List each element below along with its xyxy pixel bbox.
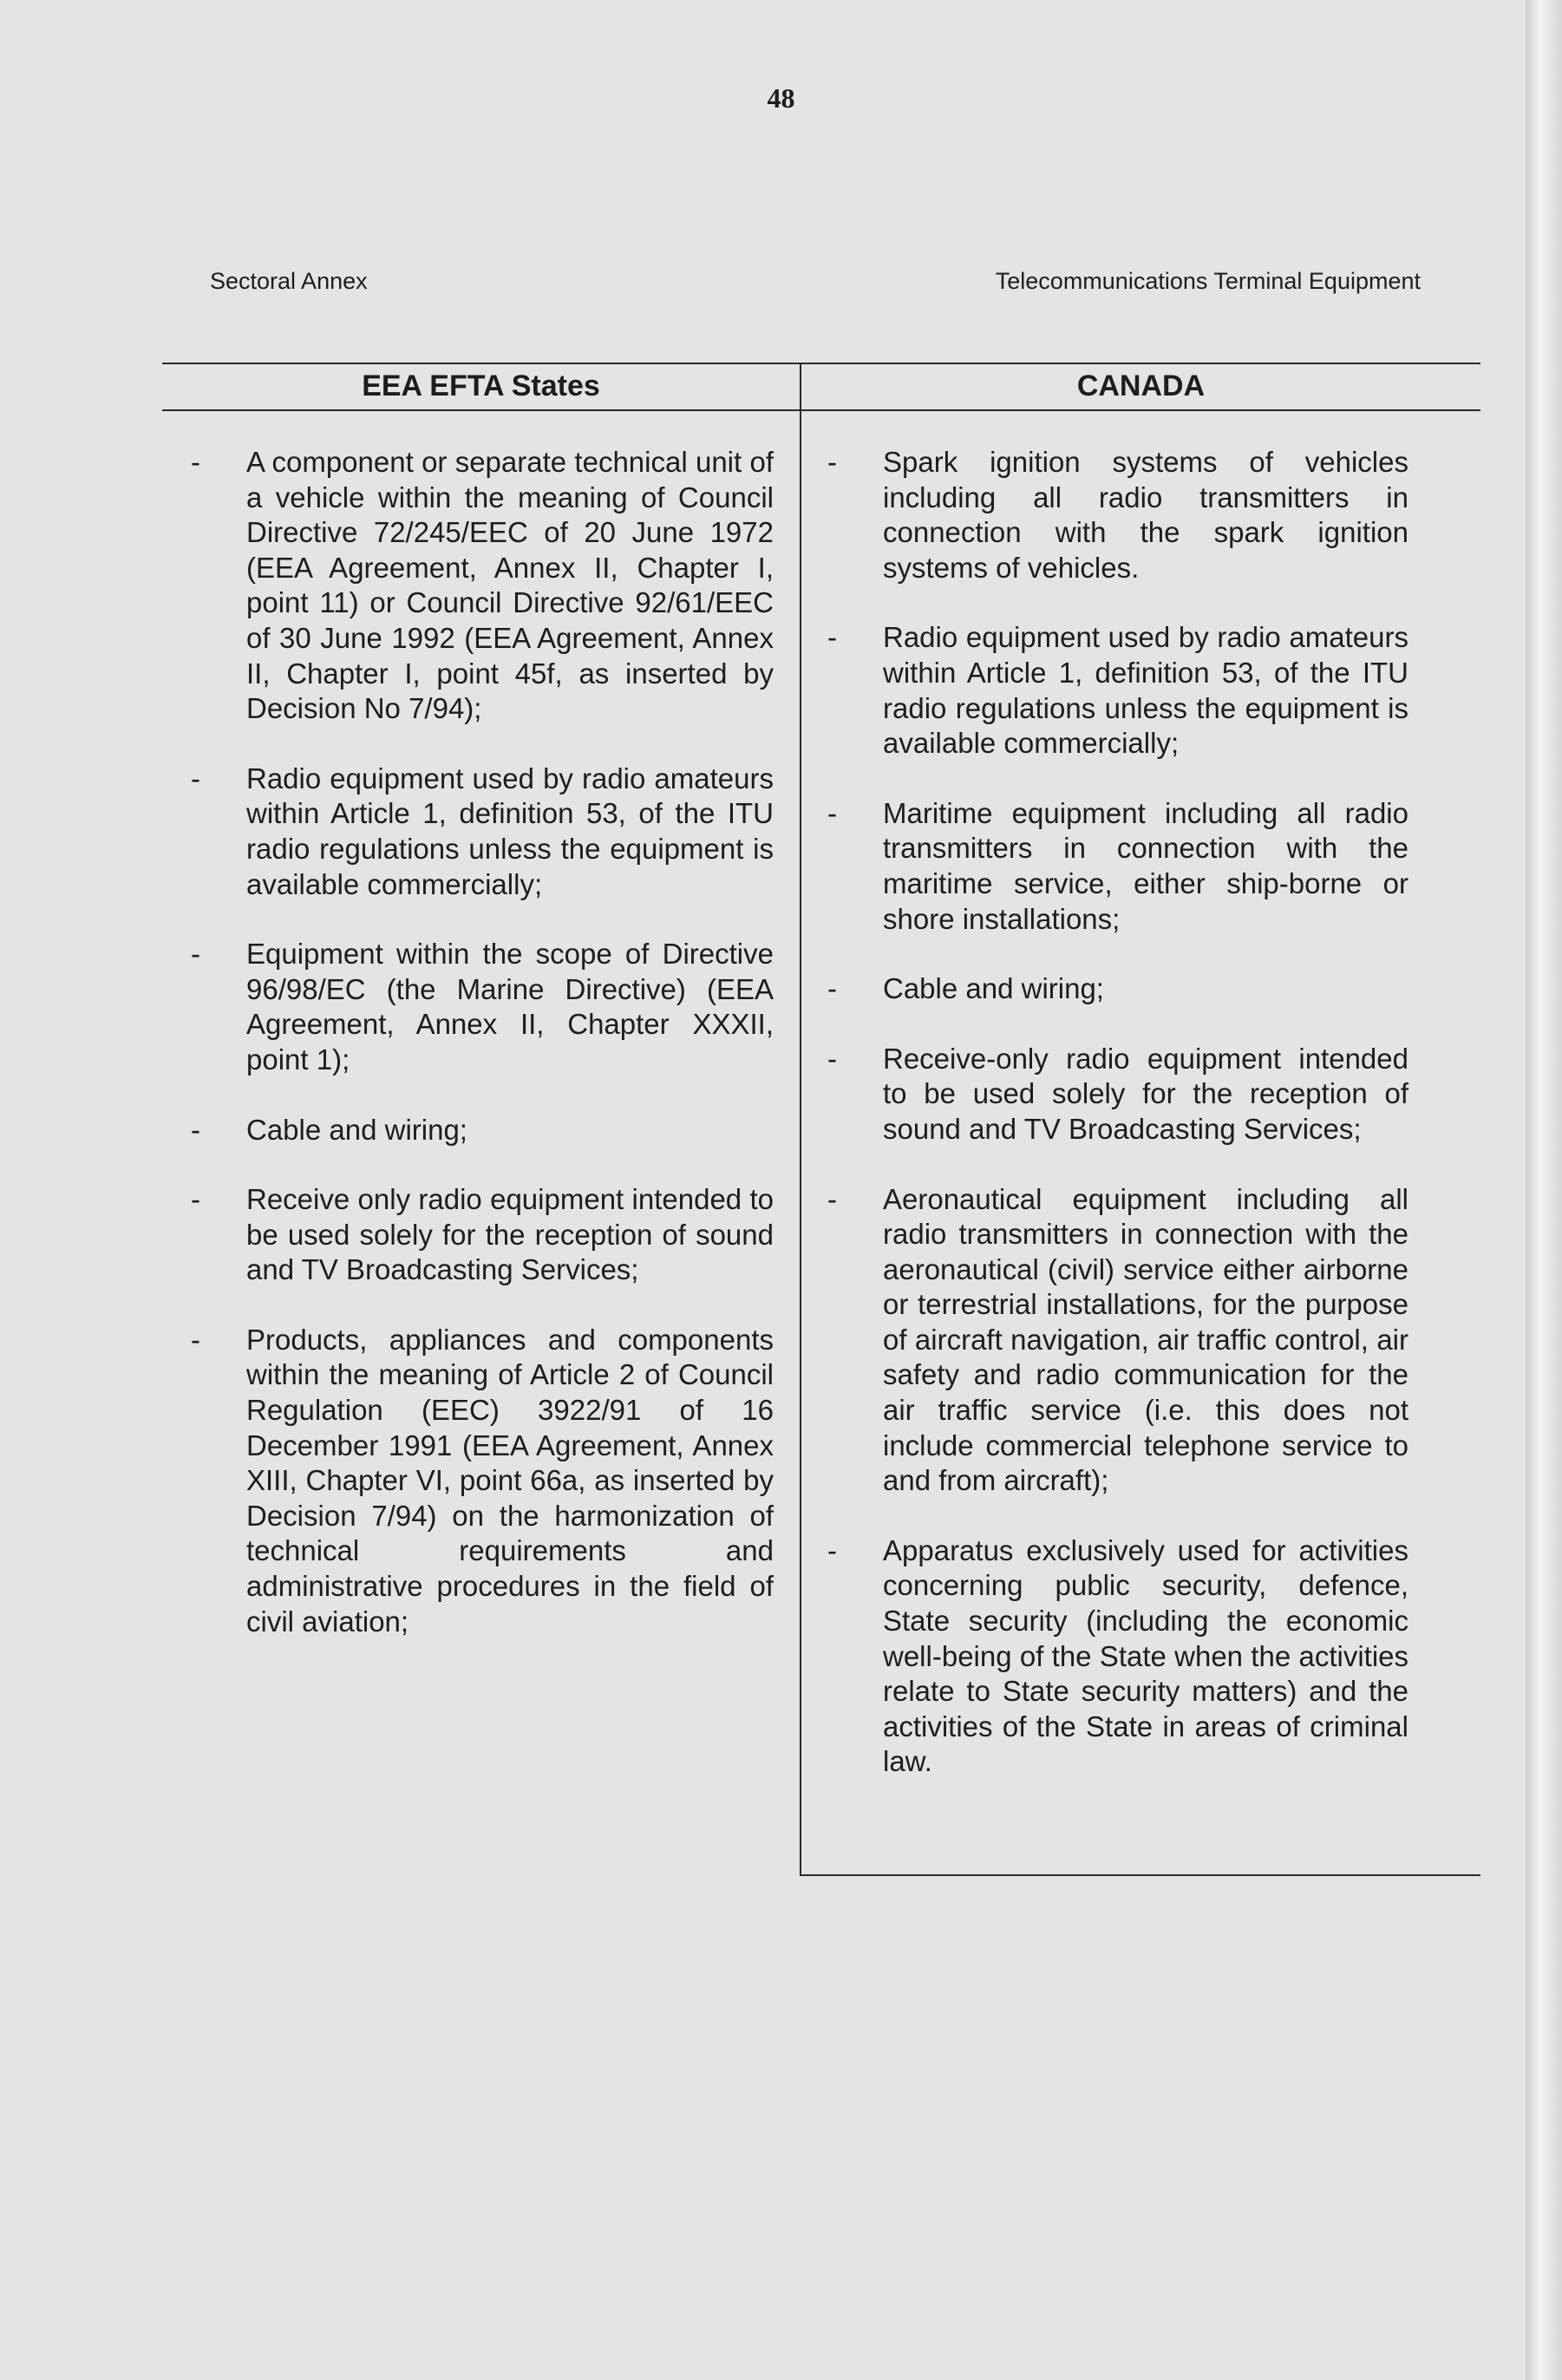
list-item-text: Radio equipment used by radio amateurs within Article 1, definition 53, of the ITU radio regulations unless the equipment is available commercially; [246,762,774,900]
bullet-dash: - [191,1323,200,1356]
list-item [827,796,1408,937]
bullet-dash: - [827,1533,837,1566]
table-top-rule [162,363,1480,364]
page-number: 48 [767,82,795,114]
list-item [827,1042,1408,1148]
list-item [191,445,774,727]
column-divider [800,363,801,1876]
bullet-dash: - [191,938,200,971]
bullet-dash: - [827,972,837,1005]
running-header-right: Telecommunications Terminal Equipment [995,268,1421,294]
list-item-text: Apparatus exclusively used for activities concerning public security, defence, State security (including the economic well-being of the State when the activities relate to State security matters) and the activities of the State in areas of criminal law. [883,1533,1408,1778]
list-item-text: Radio equipment used by radio amateurs within Article 1, definition 53, of the ITU radio regulations unless the equipment is available commercially; [883,621,1408,760]
page-edge [1526,0,1562,2380]
list-item-text: Products, appliances and components within the meaning of Article 2 of Council Regulation (EEC) 3922/91 of 16 December 1991 (EEA Agreement, Annex XIII, Chapter VI, point 66a, as inserted by Decision 7/94) on the harmonization of technical requirements and administrative procedures in the field of civil aviation; [246,1323,774,1638]
column-heading-eea-efta: EEA EFTA States [362,369,600,402]
list-item-text: Aeronautical equipment including all radio transmitters in connection with the aeronautical (civil) service either airborne or terrestrial installations, for the purpose of aircraft navigation, air traffic control, air safety and radio communication for the air traffic service (i.e. this does not include commercial telephone service to and from aircraft); [883,1182,1408,1497]
column-heading-canada: CANADA [1076,369,1206,402]
list-item-text: Cable and wiring; [883,972,1104,1005]
list-item-text: Maritime equipment including all radio transmitters in connection with the maritime service, either ship-borne or shore installations; [883,796,1408,935]
table-bottom-rule [800,1874,1480,1876]
list-item [191,1113,774,1148]
list-item [191,937,774,1077]
list-item-text: Receive only radio equipment intended to be used solely for the reception of sound and TV Broadcasting Services; [246,1183,774,1286]
bullet-dash: - [827,621,837,654]
list-item [827,445,1408,585]
bullet-dash: - [191,446,200,478]
list-item [191,1182,774,1288]
table-header-rule [162,409,1480,411]
list-item [191,1323,774,1639]
list-item [191,762,774,902]
annex-table [162,363,1480,1876]
list-item-text: Cable and wiring; [246,1113,467,1146]
canada-list [827,445,1408,1814]
bullet-dash: - [827,1182,837,1215]
list-item-text: Spark ignition systems of vehicles including all radio transmitters in connection with the spark ignition systems of vehicles. [883,446,1408,584]
bullet-dash: - [191,762,200,794]
list-item-text: A component or separate technical unit of a vehicle within the meaning of Council Directive 72/245/EEC of 20 June 1972 (EEA Agreement, Annex II, Chapter I, point 11) or Council Directive 92/61/EEC of 30 June 1992 (EEA Agreement, Annex II, Chapter I, point 45f, as inserted by Decision No 7/94); [246,446,774,725]
list-item-text: Equipment within the scope of Directive 96/98/EC (the Marine Directive) (EEA Agreement, Annex II, Chapter XXXII, point 1); [246,938,774,1076]
bullet-dash: - [827,446,837,478]
eea-efta-list [191,445,774,1674]
bullet-dash: - [191,1113,200,1146]
bullet-dash: - [827,1042,837,1075]
list-item [827,971,1408,1007]
bullet-dash: - [191,1183,200,1216]
bullet-dash: - [827,796,837,829]
list-item-text: Receive-only radio equipment intended to be used solely for the reception of sound and TV Broadcasting Services; [883,1042,1408,1145]
list-item [827,1533,1408,1780]
list-item [827,1182,1408,1499]
list-item [827,620,1408,761]
running-header-left: Sectoral Annex [210,268,368,294]
